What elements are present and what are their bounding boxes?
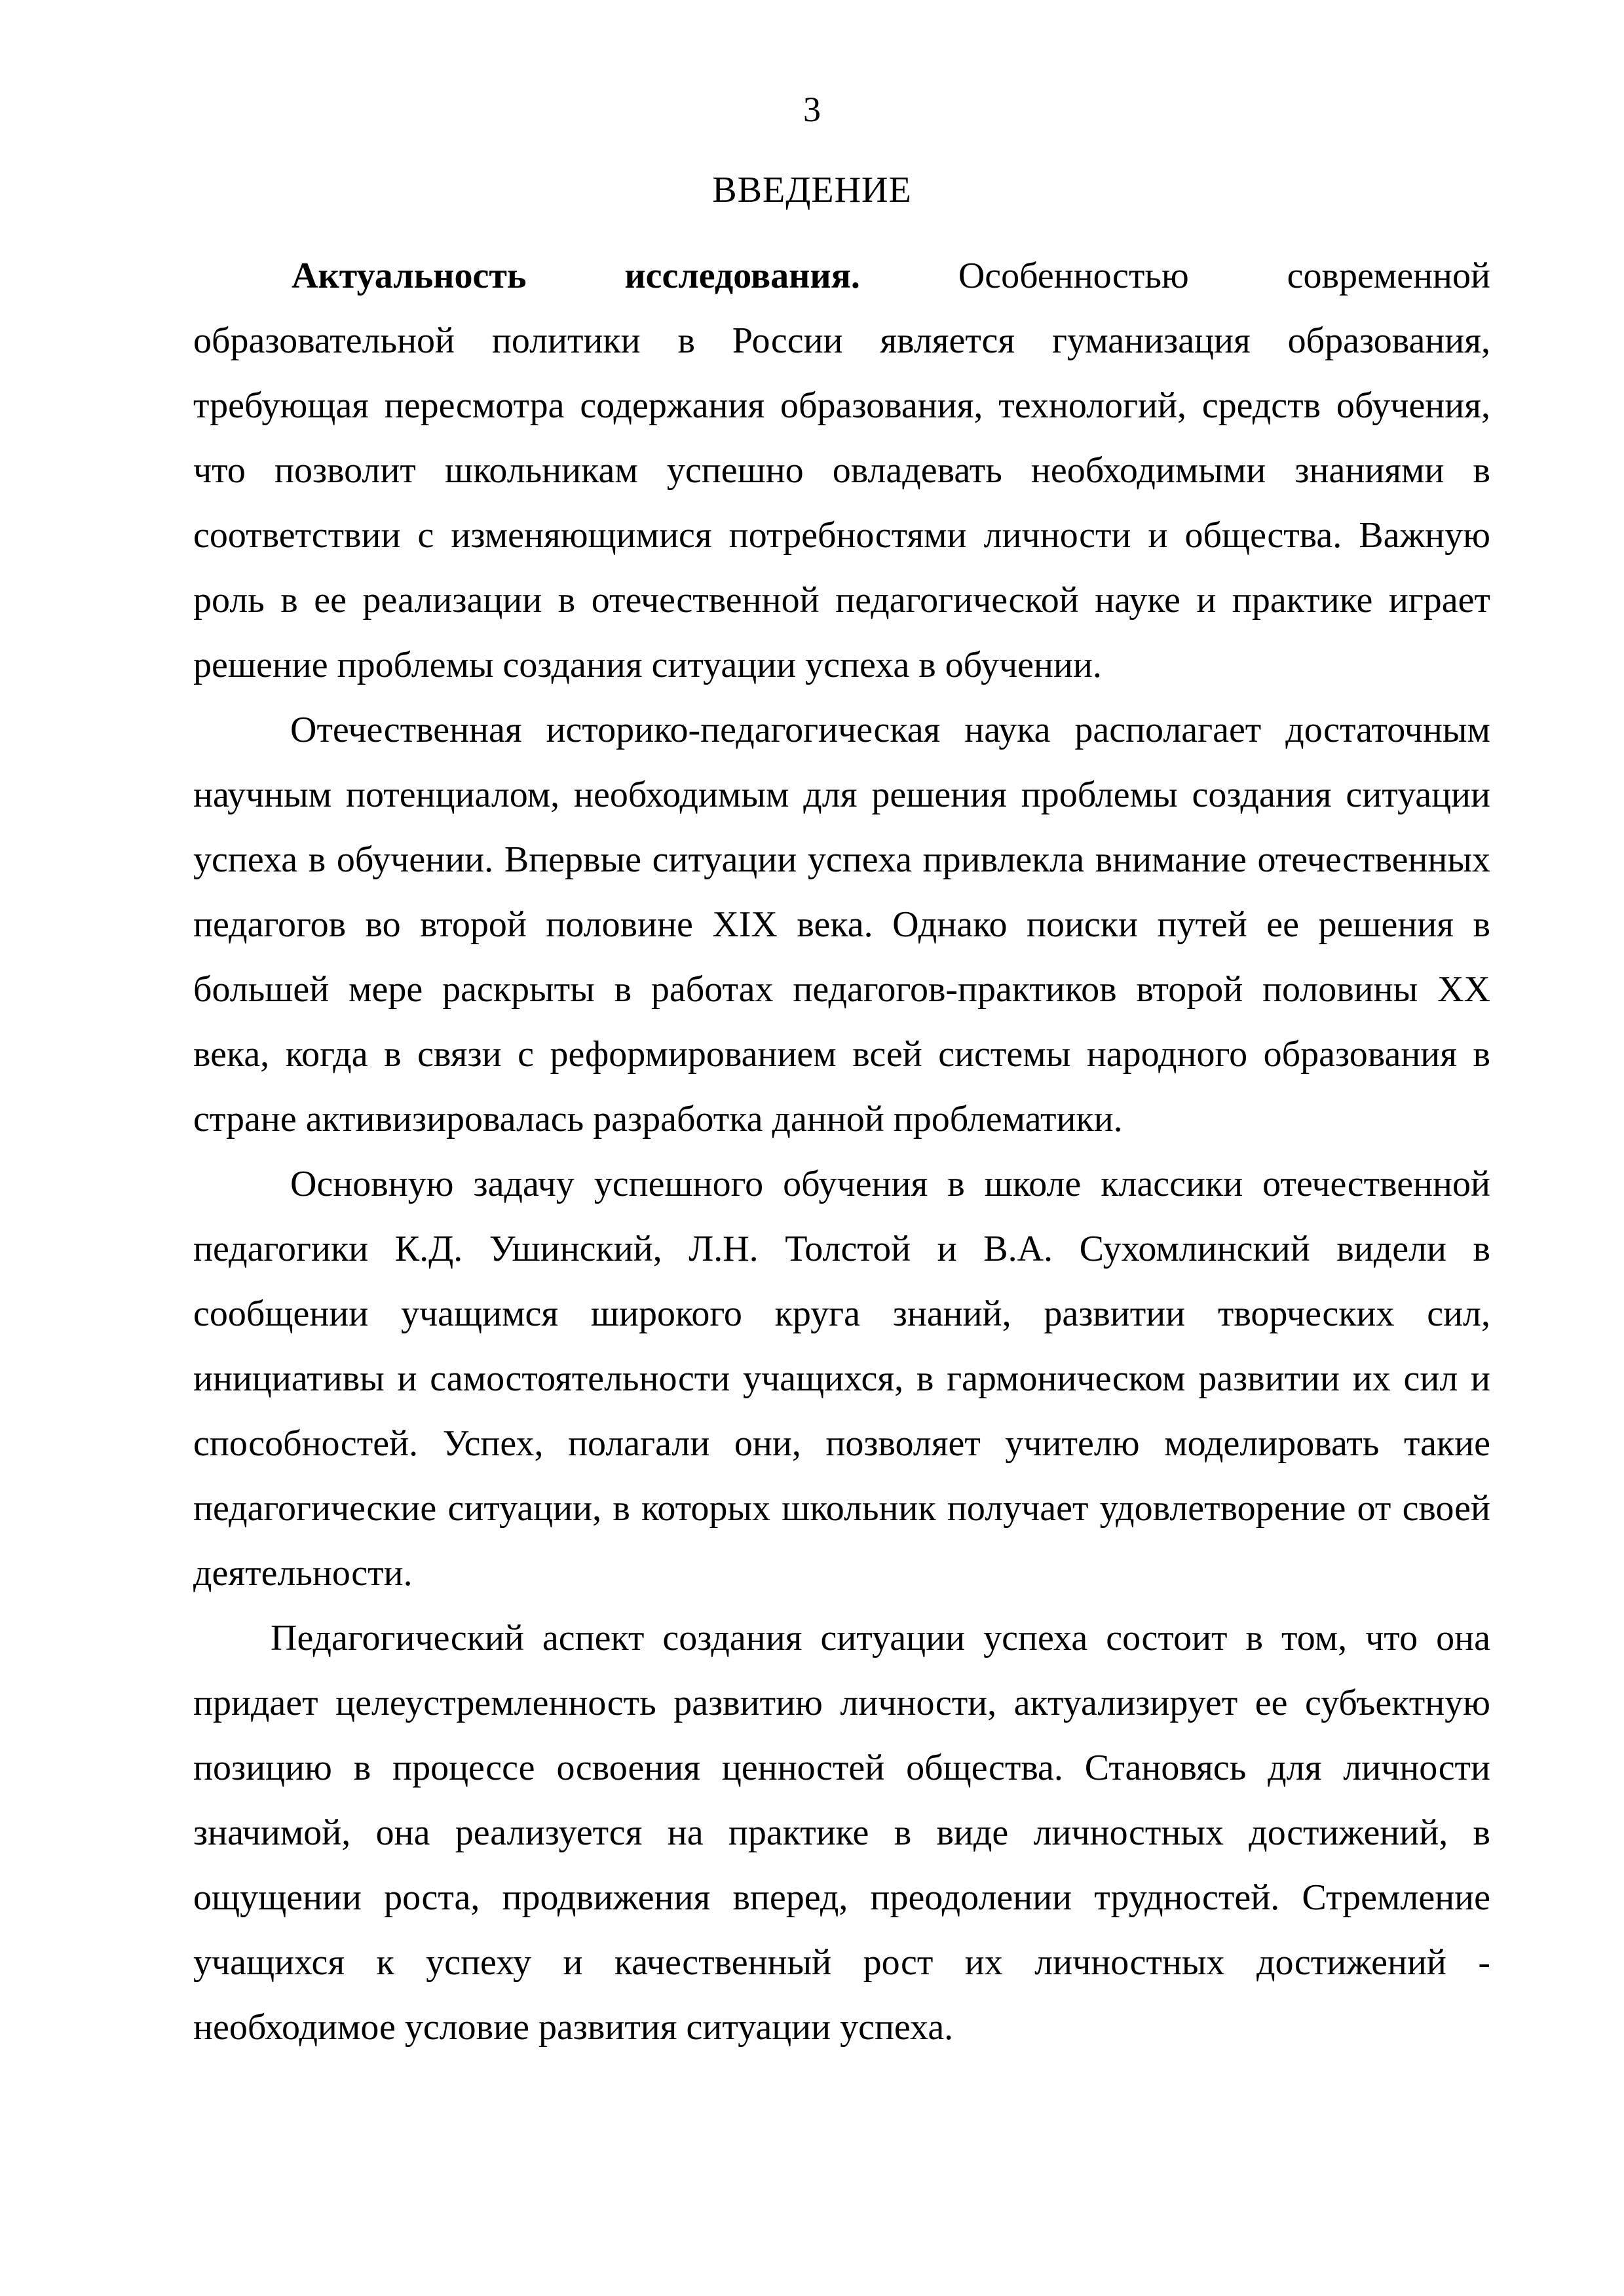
paragraph-history: Отечественная историко-педагогическая наука располагает достаточным научным потенциалом, необходимым для решения проблемы создания ситуации успеха в обучении. Впервые ситуации успеха привлекла внимание отечественных педагогов во второй половине XIX века. Однако поиски путей ее решения в большей мере раскрыты в работах педагогов-практиков второй половины XX века, когда в связи с реформированием всей системы народного образования в стране активизировалась разработка данной проблематики. xyxy=(193,710,1490,1139)
paragraph-classics: Основную задачу успешного обучения в школе классики отечественной педагогики К.Д. Ушинский, Л.Н. Толстой и В.А. Сухомлинский видели в сообщении учащимся широкого круга знаний, развитии творческих сил, инициативы и самостоятельности учащихся, в гармоническом развитии их сил и способностей. Успех, полагали они, позволяет учителю моделировать такие педагогические ситуации, в которых школьник получает удовлетворение от своей деятельности. xyxy=(193,1164,1490,1594)
body-text xyxy=(193,244,1490,2060)
paragraph-pedagogical-aspect: Педагогический аспект создания ситуации успеха состоит в том, что она придает целеустремленность развитию личности, актуализирует ее субъектную позицию в процессе освоения ценностей общества. Становясь для личности значимой, она реализуется на практике в виде личностных достижений, в ощущении роста, продвижения вперед, преодолении трудностей. Стремление учащихся к успеху и качественный рост их личностных достижений - необходимое условие развития ситуации успеха. xyxy=(193,1618,1490,2048)
section-heading: ВВЕДЕНИЕ xyxy=(712,170,912,210)
paragraph-lead: Актуальность исследования. xyxy=(292,256,860,296)
page-number: 3 xyxy=(803,90,821,129)
paragraph-text: Особенностью современной образовательной политики в России является гуманизация образования, требующая пересмотра содержания образования, технологий, средств обучения, что позволит школьникам успешно овладевать необходимыми знаниями в соответствии с изменяющимися потребностями личности и общества. Важную роль в ее реализации в отечественной педагогической науке и практике играет решение проблемы создания ситуации успеха в обучении. xyxy=(193,256,1490,685)
paragraph-relevance xyxy=(193,244,1490,698)
